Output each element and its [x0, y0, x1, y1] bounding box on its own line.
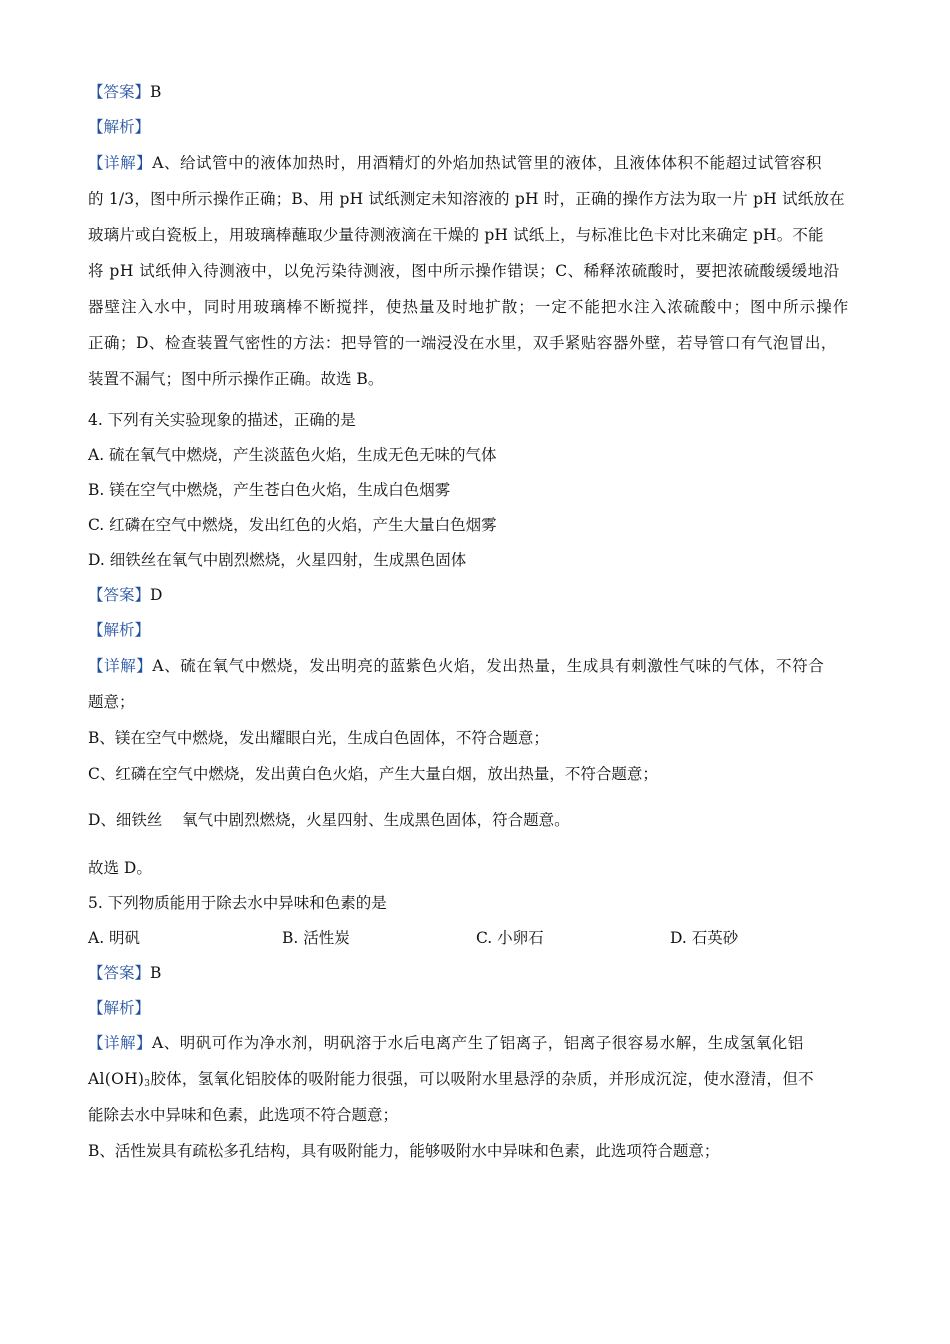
q4-option-d: D. 细铁丝在氧气中剧烈燃烧，火星四射，生成黑色固体 [88, 551, 467, 569]
q4-detail-b: B、镁在空气中燃烧，发出耀眼白光，生成白色固体，不符合题意； [88, 729, 549, 747]
q4-detail-c: C、红磷在空气中燃烧，发出黄白色火焰，产生大量白烟，放出热量，不符合题意； [88, 765, 658, 783]
q5-option-a: A. 明矾 [88, 929, 141, 947]
q3-answer-value: B [150, 83, 162, 101]
q3-detail-line: 【详解】A、给试管中的液体加热时，用酒精灯的外焰加热试管里的液体，且液体体积不能超过试管容积 [88, 154, 822, 172]
q3-analysis-label: 【解析】 [88, 118, 151, 136]
q4-option-b: B. 镁在空气中燃烧，产生苍白色火焰，生成白色烟雾 [88, 481, 451, 499]
q3-detail-line: 器壁注入水中，同时用玻璃棒不断搅拌，使热量及时地扩散；一定不能把水注入浓硫酸中；图中所示操作 [88, 298, 850, 316]
q3-detail-line: 正确；D、检查装置气密性的方法：把导管的一端浸没在水里，双手紧贴容器外壁，若导管口有气泡冒出， [88, 334, 837, 352]
q5-option-b: B. 活性炭 [282, 929, 350, 947]
answer-label: 【答案】 [88, 586, 151, 604]
q3-detail-line: 装置不漏气；图中所示操作正确。故选 B。 [88, 370, 384, 388]
q4-conclusion: 故选 D。 [88, 859, 152, 877]
q5-analysis-label: 【解析】 [88, 999, 151, 1017]
q4-answer-value: D [150, 586, 163, 604]
q5-option-c: C. 小卵石 [476, 929, 544, 947]
q4-option-c: C. 红磷在空气中燃烧，发出红色的火焰，产生大量白色烟雾 [88, 516, 497, 534]
q3-answer-line [88, 82, 161, 102]
q5-detail-line: 【详解】A、明矾可作为净水剂，明矾溶于水后电离产生了铝离子，铝离子很容易水解，生成氢氧化铝 [88, 1034, 804, 1052]
chemical-formula: $Al(OH)_3$ [88, 1070, 151, 1089]
q5-answer-line [88, 963, 161, 983]
q5-detail-line: $Al(OH)_3$胶体，氢氧化铝胶体的吸附能力很强，可以吸附水里悬浮的杂质，并形成沉淀，使水澄清，但不 [88, 1070, 814, 1089]
detail-label: 【详解】 [88, 657, 153, 675]
q4-analysis-label: 【解析】 [88, 621, 151, 639]
q5-answer-value: B [150, 964, 162, 982]
q3-detail-line: 将 pH 试纸伸入待测液中，以免污染待测液，图中所示操作错误；C、稀释浓硫酸时，要把浓硫酸缓缓地沿 [88, 262, 840, 280]
detail-label: 【详解】 [88, 1034, 153, 1052]
q4-option-a: A. 硫在氧气中燃烧，产生淡蓝色火焰，生成无色无味的气体 [88, 446, 497, 464]
q4-answer-line [88, 585, 162, 605]
q4-detail-d: D、细铁丝 氧气中剧烈燃烧，火星四射、生成黑色固体，符合题意。 [88, 811, 570, 829]
answer-label: 【答案】 [88, 83, 151, 101]
q4-detail-line: 【详解】A、硫在氧气中燃烧，发出明亮的蓝紫色火焰，发出热量，生成具有刺激性气味的气体，不符合 [88, 657, 825, 675]
detail-label: 【详解】 [88, 154, 153, 172]
q5-option-d: D. 石英砂 [670, 929, 739, 947]
q4-question: 4. 下列有关实验现象的描述，正确的是 [88, 411, 356, 429]
q5-question: 5. 下列物质能用于除去水中异味和色素的是 [88, 894, 387, 912]
q5-detail-line: B、活性炭具有疏松多孔结构，具有吸附能力，能够吸附水中异味和色素，此选项符合题意； [88, 1142, 720, 1160]
q3-detail-line: 玻璃片或白瓷板上，用玻璃棒蘸取少量待测液滴在干燥的 pH 试纸上，与标准比色卡对比来确定 pH。不能 [88, 226, 824, 244]
q4-detail-line: 题意； [88, 693, 135, 711]
q5-detail-line: 能除去水中异味和色素，此选项不符合题意； [88, 1106, 399, 1124]
q3-detail-line: 的 1/3，图中所示操作正确；B、用 pH 试纸测定未知溶液的 pH 时，正确的操作方法为取一片 pH 试纸放在 [88, 190, 845, 208]
answer-label: 【答案】 [88, 964, 151, 982]
